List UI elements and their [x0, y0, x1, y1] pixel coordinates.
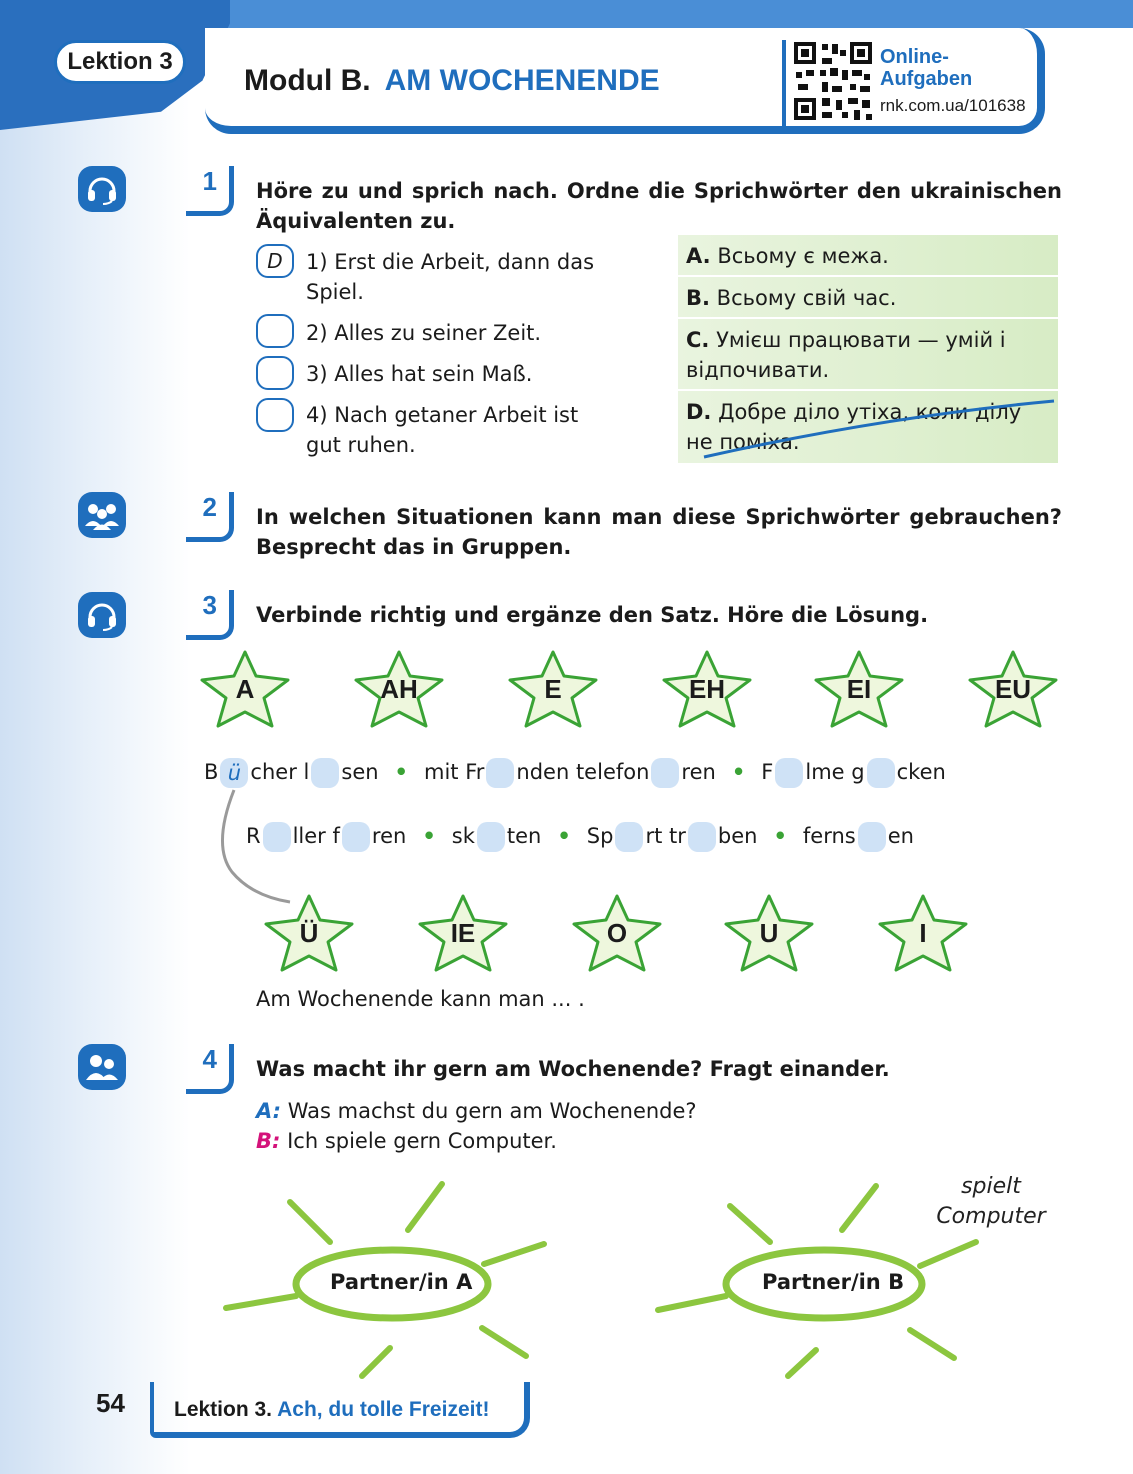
qr-code-icon[interactable]: [782, 40, 880, 126]
word-part: ren: [371, 824, 407, 848]
word-part: sen: [341, 760, 379, 784]
equivalent-letter: D.: [686, 400, 712, 424]
equivalent-letter: A.: [686, 244, 711, 268]
blank-slot[interactable]: [615, 822, 643, 852]
star-card[interactable]: [812, 648, 906, 734]
blank-slot[interactable]: [311, 758, 339, 788]
equivalent-row: [678, 319, 1058, 391]
word-part: ren: [681, 760, 716, 784]
task-number: 1: [186, 166, 234, 216]
star-card[interactable]: [876, 892, 970, 978]
word-part: en: [887, 824, 914, 848]
blank-slot[interactable]: [477, 822, 505, 852]
task2-instruction: In welchen Situationen kann man diese Sprichwörter gebrauchen? Besprecht das in Gruppen.: [256, 505, 1062, 559]
word-part: lme: [805, 760, 845, 784]
star-card[interactable]: [966, 648, 1060, 734]
word-part: tr: [669, 824, 686, 848]
star-label: Ü: [299, 917, 319, 948]
online-title-2: Aufgaben: [880, 68, 973, 90]
fill-line-1: [204, 758, 946, 788]
equivalent-row: [678, 235, 1058, 277]
word-part: g: [851, 760, 865, 784]
equivalent-text: Всьому свій час.: [716, 286, 897, 310]
pair-icon: [78, 1044, 126, 1090]
star-label: EI: [846, 673, 872, 704]
word-part: Sp: [586, 824, 614, 848]
page-number: 54: [96, 1388, 125, 1418]
task-number: 3: [186, 590, 234, 640]
word-part: ten: [506, 824, 542, 848]
blank-slot[interactable]: [486, 758, 514, 788]
answer-box[interactable]: [256, 356, 294, 390]
word-part: telefon: [575, 760, 650, 784]
task1-instruction: Höre zu und sprich nach. Ordne die Sprichwörter den ukrainischen Äquivalenten zu.: [256, 179, 1062, 233]
word-part: cken: [896, 760, 946, 784]
top-blue-bar: [200, 0, 1133, 28]
word-part: ferns: [802, 824, 856, 848]
star-label: A: [235, 673, 255, 704]
headphones-icon: [78, 166, 126, 212]
answer-box[interactable]: [256, 398, 294, 432]
online-label: [880, 46, 972, 90]
dialog-a-label: A:: [256, 1099, 282, 1123]
bullet-dot: •: [557, 824, 571, 848]
star-label: I: [919, 917, 927, 948]
fill-line-2: [246, 822, 914, 852]
note-line-1: spielt: [961, 1174, 1021, 1199]
word-part: sk: [451, 824, 475, 848]
answer-box[interactable]: D: [256, 244, 294, 278]
word-part: l: [303, 760, 310, 784]
word-part: f: [332, 824, 340, 848]
word-part: B: [204, 760, 219, 784]
strike-line: [702, 397, 1062, 461]
word-part: mit: [423, 760, 459, 784]
dialog-line-a: [256, 1096, 697, 1126]
word-part: rt: [645, 824, 663, 848]
word-part: ben: [717, 824, 758, 848]
blank-slot[interactable]: [867, 758, 895, 788]
word-part: R: [246, 824, 261, 848]
task3-instruction: Verbinde richtig und ergänze den Satz. Höre die Lösung.: [256, 603, 929, 627]
modul-title: AM WOCHENENDE: [384, 64, 660, 97]
lektion-tag: Lektion 3: [54, 40, 186, 84]
dialog-b-text: Ich spiele gern Computer.: [287, 1129, 557, 1153]
equivalent-letter: C.: [686, 328, 710, 352]
note-line-2: Computer: [936, 1204, 1046, 1229]
equivalent-row: [678, 277, 1058, 319]
partner-a-label: Partner/in A: [330, 1270, 473, 1294]
blank-slot[interactable]: ü: [220, 758, 248, 788]
star-card[interactable]: [416, 892, 510, 978]
footer-chapter: Ach, du tolle Freizeit!: [277, 1398, 490, 1421]
dialog-line-b: [256, 1126, 557, 1156]
proverb-item: 1) Erst die Arbeit, dann das Spiel.: [306, 250, 595, 304]
word-part: nden: [516, 760, 570, 784]
blank-slot[interactable]: [651, 758, 679, 788]
group-icon: [78, 492, 126, 538]
headphones-icon: [78, 592, 126, 638]
equivalent-text: Добре діло утіха, коли ділу не поміха.: [686, 400, 1022, 454]
partner-b-label: Partner/in B: [762, 1270, 905, 1294]
star-label: IE: [450, 917, 476, 948]
proverb-item: 2) Alles zu seiner Zeit.: [306, 321, 542, 345]
left-gradient-band: [0, 0, 190, 1474]
star-card[interactable]: [262, 892, 356, 978]
footer-title: [174, 1398, 489, 1422]
task4-instruction: Was macht ihr gern am Wochenende? Fragt einander.: [256, 1057, 890, 1081]
dialog-a-text: Was machst du gern am Wochenende?: [287, 1099, 697, 1123]
word-part: Fr: [465, 760, 485, 784]
blank-slot[interactable]: [342, 822, 370, 852]
task-number: 2: [186, 492, 234, 542]
bullet-dot: •: [394, 760, 408, 784]
star-label: E: [544, 673, 562, 704]
word-part: cher: [250, 760, 297, 784]
star-card[interactable]: [570, 892, 664, 978]
word-part: F: [761, 760, 774, 784]
star-card[interactable]: [722, 892, 816, 978]
bullet-dot: •: [773, 824, 787, 848]
star-label: EH: [688, 673, 726, 704]
star-card[interactable]: [352, 648, 446, 734]
star-label: O: [606, 917, 628, 948]
equivalent-letter: B.: [686, 286, 710, 310]
blank-slot[interactable]: [858, 822, 886, 852]
task3-sentence: Am Wochenende kann man ... .: [256, 987, 585, 1011]
star-card[interactable]: [198, 648, 292, 734]
bullet-dot: •: [731, 760, 746, 784]
star-card[interactable]: [660, 648, 754, 734]
proverb-item: 4) Nach getaner Arbeit ist gut ruhen.: [306, 403, 579, 457]
equivalent-text: Умієш працювати — умій і відпочивати.: [686, 328, 1006, 382]
blank-slot[interactable]: [688, 822, 716, 852]
modul-label: Modul B.: [244, 64, 371, 97]
star-label: EU: [994, 673, 1032, 704]
task-number: 4: [186, 1044, 234, 1094]
word-part: ller: [292, 824, 326, 848]
equivalents-box: [678, 235, 1058, 463]
star-label: U: [759, 917, 779, 948]
star-label: AH: [380, 673, 418, 704]
star-card[interactable]: [506, 648, 600, 734]
online-url[interactable]: rnk.com.ua/101638: [880, 96, 1026, 115]
equivalent-text: Всьому є межа.: [717, 244, 889, 268]
dialog-b-label: B:: [256, 1129, 281, 1153]
handwritten-note: [926, 1172, 1056, 1232]
proverb-item: 3) Alles hat sein Maß.: [306, 362, 533, 386]
page-title: [244, 64, 660, 98]
online-title-1: Online-: [880, 46, 949, 68]
answer-box[interactable]: [256, 314, 294, 348]
blank-slot[interactable]: [775, 758, 803, 788]
bullet-dot: •: [422, 824, 436, 848]
footer-lektion: Lektion 3.: [174, 1398, 273, 1421]
